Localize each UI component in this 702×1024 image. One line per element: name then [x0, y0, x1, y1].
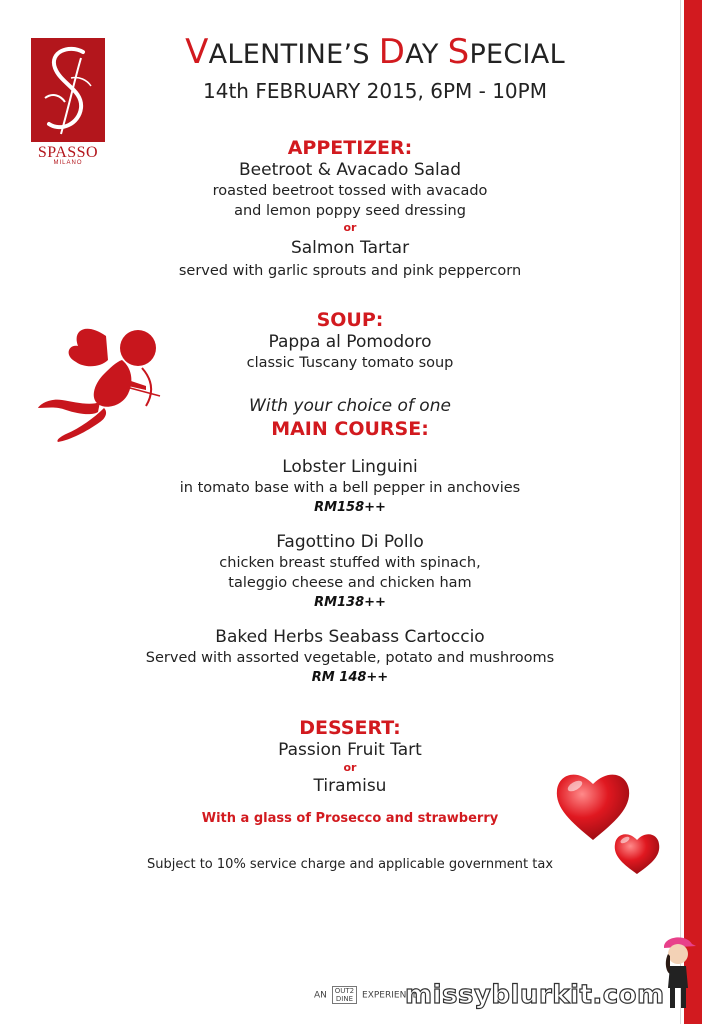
main-intro: With your choice of one: [249, 396, 451, 416]
dish-name: Pappa al Pomodoro: [268, 332, 432, 352]
dish-price: RM158++: [314, 500, 386, 515]
side-divider: [680, 0, 681, 1024]
dish-price: RM138++: [314, 595, 386, 610]
title-part: V: [185, 32, 209, 72]
dish-desc: and lemon poppy seed dressing: [234, 203, 466, 219]
appetizer-heading: APPETIZER:: [287, 137, 413, 159]
or-separator: or: [343, 221, 357, 234]
appetizer-section: [60, 136, 640, 281]
dish-name: Beetroot & Avacado Salad: [238, 160, 461, 180]
event-date: 14th FEBRUARY 2015, 6PM - 10PM: [203, 79, 547, 103]
title-part: D: [378, 32, 406, 72]
watermark: missyblurkit.com: [405, 980, 665, 1010]
dish-name: Lobster Linguini: [282, 457, 418, 477]
logo-mark: [31, 38, 105, 142]
dish-desc: in tomato base with a bell pepper in anchovies: [179, 480, 521, 496]
title-part: AY: [405, 39, 448, 70]
dish-desc: chicken breast stuffed with spinach,: [219, 555, 481, 571]
dessert-heading: DESSERT:: [299, 717, 401, 739]
dish-desc: taleggio cheese and chicken ham: [228, 575, 472, 591]
hearts-icon: [553, 764, 663, 878]
logo-s-icon: [31, 38, 105, 142]
logo-name: SPASSO: [37, 144, 99, 161]
logo-sub: MILANO: [53, 160, 83, 166]
outdine-pre: AN: [314, 990, 327, 1001]
page-title: [110, 32, 640, 72]
dish-price: RM 148++: [311, 670, 389, 685]
dish-name: Baked Herbs Seabass Cartoccio: [215, 627, 485, 647]
dish-desc: roasted beetroot tossed with avacado: [212, 183, 488, 199]
title-part: PECIAL: [469, 39, 565, 70]
dish-name: Salmon Tartar: [290, 238, 410, 258]
cupid-icon: [34, 324, 164, 444]
dish-desc: Served with assorted vegetable, potato and mushrooms: [145, 650, 555, 666]
outdine-post: EXPERIENCE: [362, 990, 419, 1001]
or-separator: or: [343, 761, 357, 774]
soup-heading: SOUP:: [316, 309, 384, 331]
outdine-box: [332, 986, 357, 1004]
title-part: S: [447, 32, 470, 72]
dish-desc: served with garlic sprouts and pink peppercorn: [178, 263, 522, 279]
dish-desc: classic Tuscany tomato soup: [246, 355, 454, 371]
side-red-bar: [684, 0, 702, 1024]
dish-name: Passion Fruit Tart: [278, 740, 422, 760]
dish-name: Tiramisu: [313, 776, 387, 796]
dessert-note: With a glass of Prosecco and strawberry: [201, 811, 499, 826]
outdine-logo: [314, 986, 418, 1004]
outdine-bottom: DINE: [335, 995, 354, 1003]
dish-name: Fagottino Di Pollo: [276, 532, 424, 552]
mascot-icon: [656, 932, 700, 1012]
title-part: ALENTINE’S: [208, 39, 379, 70]
outdine-top: OUT2: [334, 987, 355, 995]
main-heading: MAIN COURSE:: [271, 418, 429, 440]
tax-note: Subject to 10% service charge and applicable government tax: [146, 857, 554, 872]
